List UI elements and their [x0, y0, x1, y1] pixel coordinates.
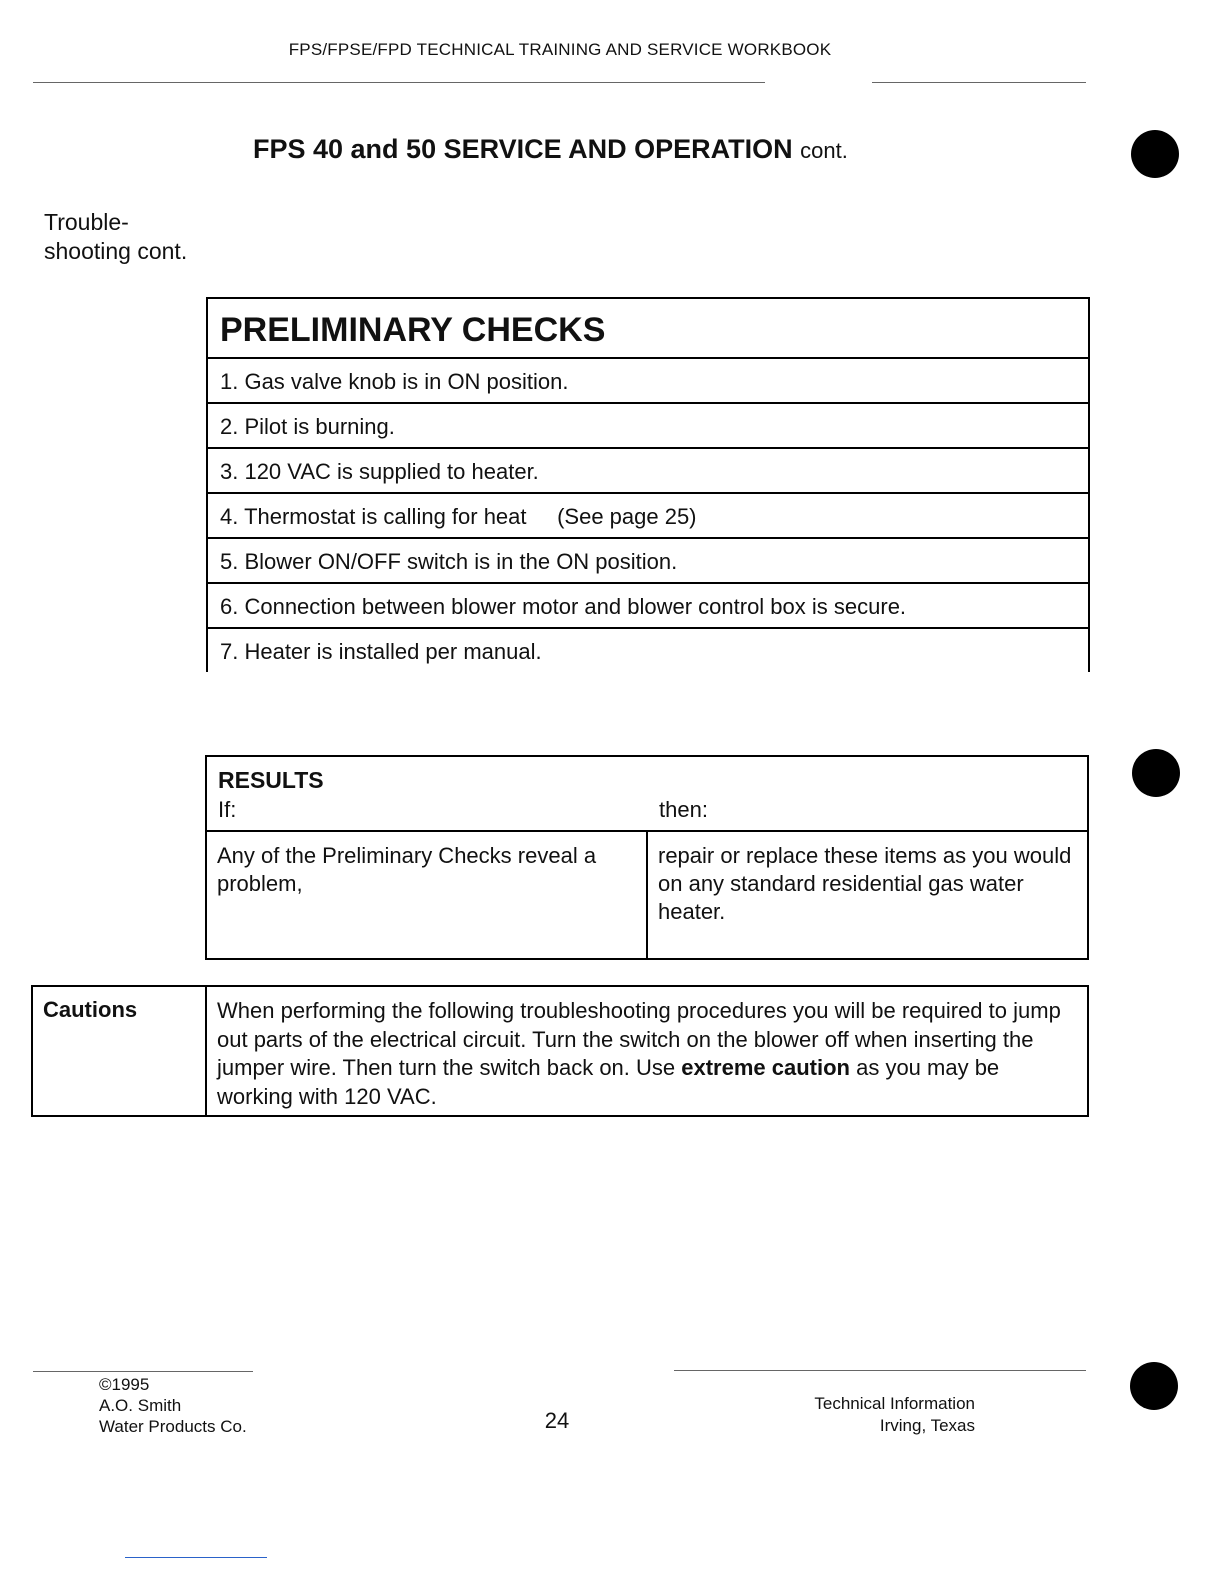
cautions-text-part: as you may be working with 120 VAC. — [217, 1055, 1000, 1109]
running-header: FPS/FPSE/FPD TECHNICAL TRAINING AND SERVICE WORKBOOK — [288, 40, 832, 59]
company-division: Water Products Co. — [99, 1417, 247, 1436]
side-label-line: Trouble- — [44, 209, 129, 235]
check-item: 3. 120 VAC is supplied to heater. — [208, 449, 1088, 494]
check-item: 7. Heater is installed per manual. — [220, 639, 542, 664]
header-rule-right — [872, 82, 1086, 83]
footer-rule-right — [674, 1370, 1086, 1371]
cautions-text — [207, 987, 1087, 1115]
results-if-label: If: — [218, 797, 237, 822]
section-title — [253, 134, 848, 165]
preliminary-checks-table — [206, 297, 1090, 672]
check-item: 1. Gas valve knob is in ON position. — [208, 359, 1088, 404]
footer-location: Irving, Texas — [879, 1416, 975, 1435]
footer-info — [700, 1393, 975, 1437]
cautions-text-part: When performing the following troubleshooting procedures you will be required to jump out parts of the electrical circuit. Turn the switch on the blower off when inserting the jumper wire. Then turn the switch back on. Use — [217, 998, 1061, 1080]
company-name: A.O. Smith — [99, 1396, 182, 1415]
check-item: 5. Blower ON/OFF switch is in the ON position. — [208, 539, 1088, 584]
binder-hole-icon — [1132, 749, 1180, 797]
header-rule-left — [33, 82, 765, 83]
side-label-line: shooting cont. — [44, 238, 188, 264]
results-table — [205, 755, 1089, 960]
preliminary-checks-heading: PRELIMINARY CHECKS — [208, 299, 1088, 359]
cautions-label: Cautions — [33, 987, 207, 1115]
footer-info-line: Technical Information — [814, 1394, 975, 1413]
binder-hole-icon — [1131, 130, 1179, 178]
results-header — [207, 757, 1087, 832]
side-label — [44, 208, 187, 266]
check-item: 2. Pilot is burning. — [208, 404, 1088, 449]
results-then-label: then: — [659, 797, 708, 822]
results-row — [207, 832, 1087, 958]
page-number: 24 — [544, 1408, 570, 1433]
cautions-box — [31, 985, 1089, 1117]
binder-hole-icon — [1130, 1362, 1178, 1410]
section-title-text: FPS 40 and 50 SERVICE AND OPERATION — [253, 134, 793, 164]
section-title-suffix: cont. — [800, 138, 848, 163]
check-item: 4. Thermostat is calling for heat (See page 25) — [208, 494, 1088, 539]
footer-rule-left — [33, 1371, 253, 1372]
scan-artifact-line — [125, 1557, 267, 1558]
results-then-cell: repair or replace these items as you would on any standard residential gas water heater. — [658, 843, 1072, 924]
results-heading: RESULTS — [218, 767, 324, 793]
copyright: ©1995 — [99, 1375, 150, 1394]
results-if-cell: Any of the Preliminary Checks reveal a problem, — [207, 832, 648, 958]
cautions-emphasis: extreme caution — [681, 1055, 850, 1080]
check-item: 6. Connection between blower motor and blower control box is secure. — [208, 584, 1088, 629]
